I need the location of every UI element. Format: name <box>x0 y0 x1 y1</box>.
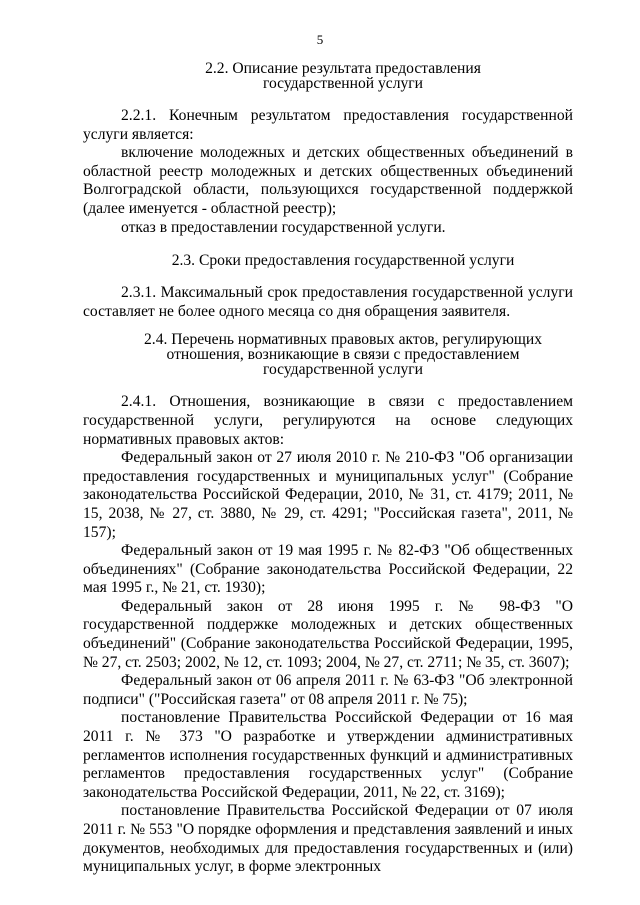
paragraph-result-refusal: отказ в предоставлении государственной услуги. <box>121 218 446 236</box>
paragraph-law-63: Федеральный закон от 06 апреля 2011 г. № 63-ФЗ "Об электронной подписи" ("Российская газета" от 08 апреля 2011 г. № 75); <box>83 672 573 708</box>
section-heading-2-4 <box>113 332 573 377</box>
heading-line: государственной услуги <box>262 361 424 379</box>
paragraph-2-3-1: 2.3.1. Максимальный срок предоставления государственной услуги составляет не более одного месяца со дня обращения заявителя. <box>83 284 573 320</box>
section-heading-2-3 <box>113 253 573 268</box>
heading-line: государственной услуги <box>262 75 424 92</box>
heading-line: 2.3. Сроки предоставления государственной услуги <box>171 252 515 270</box>
document-body <box>83 61 573 877</box>
section-heading-2-2 <box>113 61 573 91</box>
heading-line: отношения, возникающие в связи с предоставлением <box>166 346 520 364</box>
paragraph-law-98: Федеральный закон от 28 июня 1995 г. № 98-ФЗ "О государственной поддержке молодежных и детских общественных объединений" (Собрание законодательства Российской Федерации, 1995, № 27, ст. 2503; 2002, № 12, ст. 1093; 2004, № 27, ст. 2711; № 35, ст. 3607); <box>83 597 573 671</box>
paragraph-resolution-553: постановление Правительства Российской Федерации от 07 июля 2011 г. № 553 "О порядке оформления и представления заявлений и иных документов, необходимых для предоставления государственных и (или) муниципальных услуг, в форме электронных <box>83 802 573 876</box>
heading-line: 2.4. Перечень нормативных правовых актов, регулирующих <box>144 331 542 349</box>
paragraph-law-210: Федеральный закон от 27 июля 2010 г. № 210-ФЗ "Об организации предоставления государственных и муниципальных услуг" (Собрание законодательства Российской Федерации, 2010, № 31, ст. 4179; 2011, № 15, 2038, № 27, ст. 3880, № 29, ст. 4291; "Российская газета", 2011, № 157); <box>83 449 573 541</box>
paragraph-2-2-1: 2.2.1. Конечным результатом предоставления государственной услуги является: <box>83 107 573 143</box>
paragraph-result-inclusion: включение молодежных и детских общественных объединений в областной реестр молодежных и детских общественных объединений Волгоградской области, пользующихся государственной поддержкой (далее именуется - областной реестр); <box>83 144 573 217</box>
paragraph-2-4-1: 2.4.1. Отношения, возникающие в связи с предоставлением государственной услуги, регулируются на основе следующих нормативных правовых актов: <box>83 393 573 448</box>
paragraph-resolution-373: постановление Правительства Российской Федерации от 16 мая 2011 г. № 373 "О разработке и утверждении административных регламентов исполнения государственных функций и административных регламентов предоставления государственных услуг" (Собрание законодательства Российской Федерации, 2011, № 22, ст. 3169); <box>83 709 573 801</box>
paragraph-law-82: Федеральный закон от 19 мая 1995 г. № 82-ФЗ "Об общественных объединениях" (Собрание законодательства Российской Федерации, 22 мая 1995 г., № 21, ст. 1930); <box>83 542 573 597</box>
page-number: 5 <box>316 32 324 47</box>
heading-line: 2.2. Описание результата предоставления <box>205 60 481 77</box>
